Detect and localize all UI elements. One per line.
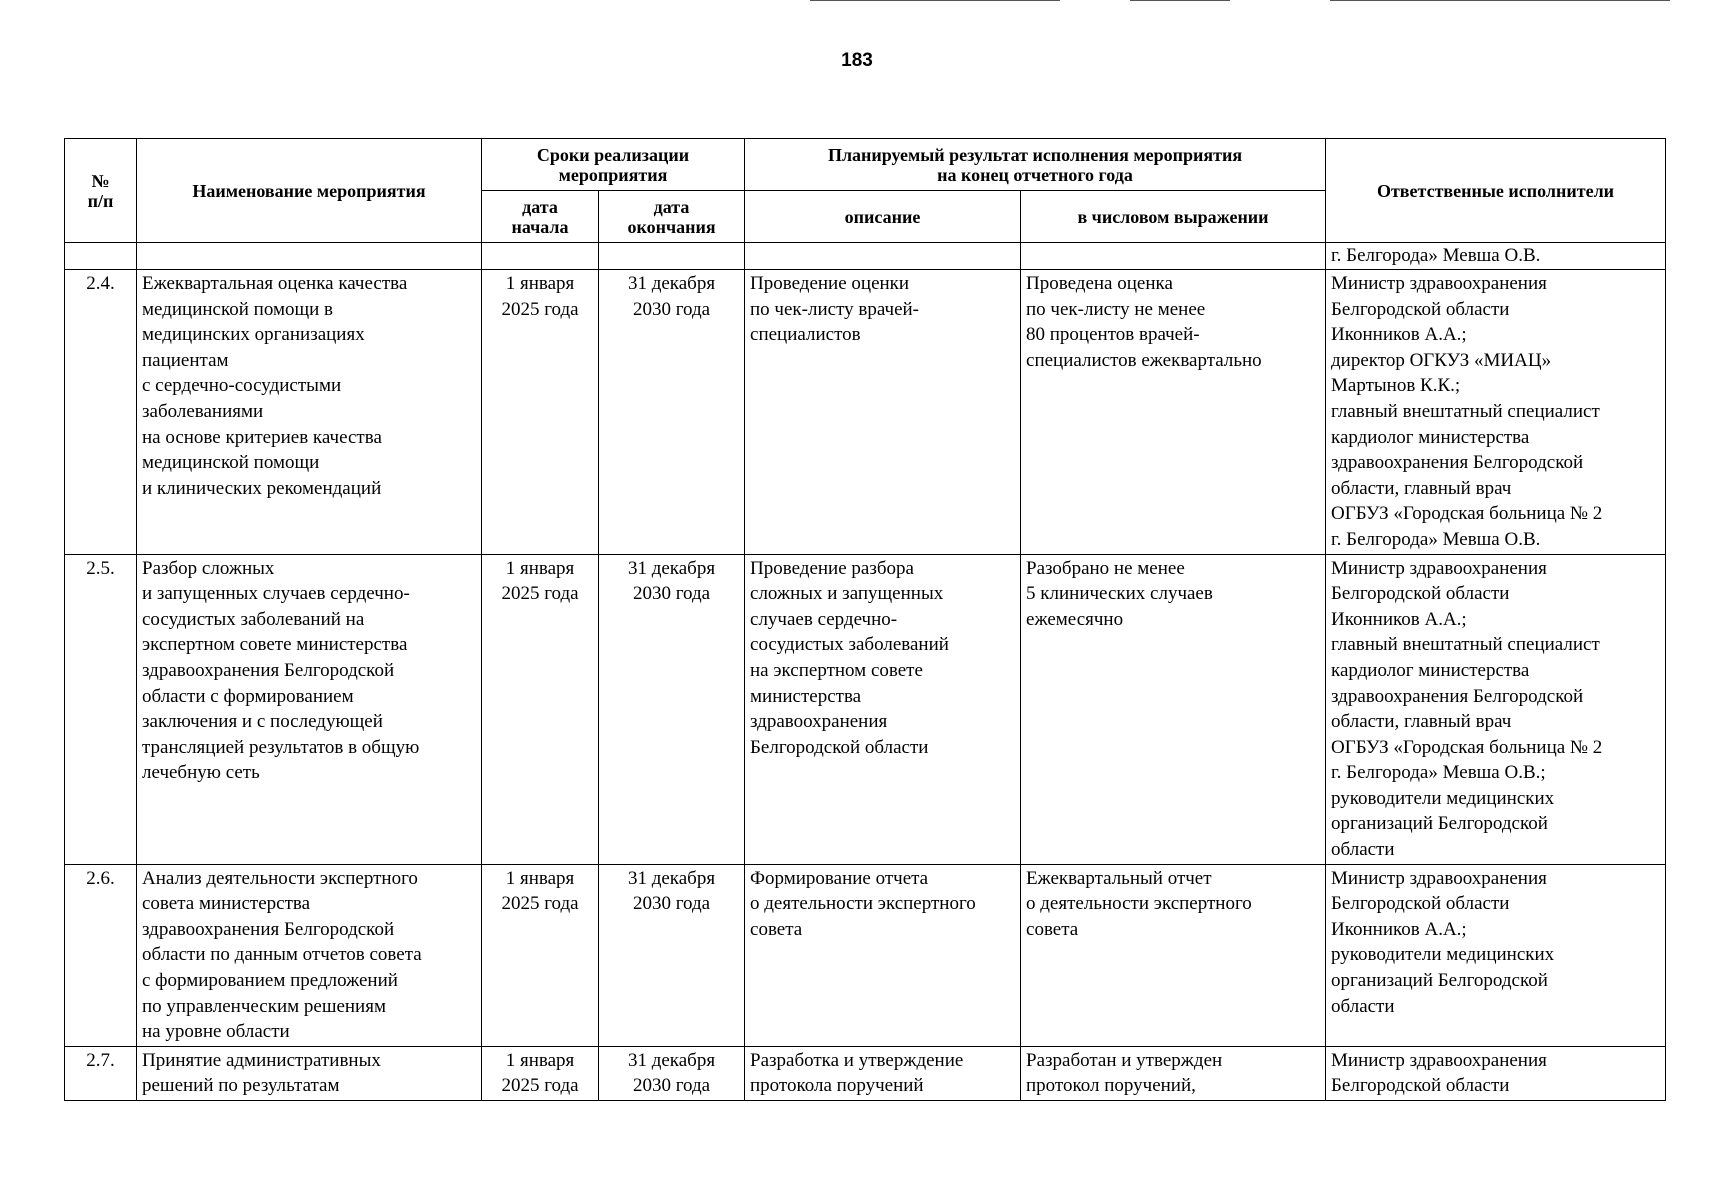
cell-description [745, 243, 1021, 270]
table-row [65, 864, 1666, 1046]
table-row-continuation [65, 243, 1666, 270]
cell-start: 1 января 2025 года [482, 1046, 599, 1100]
cell-name: Ежеквартальная оценка качества медицинской помощи в медицинских организациях пациентам с сердечно-сосудистыми заболеваниями на основе критериев качества медицинской помощи и клинических рекомендаций [137, 270, 482, 555]
cell-executors: Министр здравоохранения Белгородской области Иконников А.А.; директор ОГКУЗ «МИАЦ» Мартынов К.К.; главный внештатный специалист кардиолог министерства здравоохранения Белгородской области, главный врач ОГБУЗ «Городская больница № 2 г. Белгорода» Мевша О.В. [1326, 270, 1666, 555]
header-end-date: дата окончания [599, 191, 745, 243]
cell-start: 1 января 2025 года [482, 864, 599, 1046]
cell-description: Проведение оценки по чек-листу врачей- специалистов [745, 270, 1021, 555]
cell-description: Формирование отчета о деятельности экспертного совета [745, 864, 1021, 1046]
cell-numeric: Разобрано не менее 5 клинических случаев ежемесячно [1021, 554, 1326, 864]
header-start-date: дата начала [482, 191, 599, 243]
cell-executors: Министр здравоохранения Белгородской области Иконников А.А.; руководители медицинских организаций Белгородской области [1326, 864, 1666, 1046]
cell-start: 1 января 2025 года [482, 270, 599, 555]
scan-edge-line [810, 0, 1060, 1]
scan-edge-line [1330, 0, 1670, 1]
page-number: 183 [841, 50, 873, 71]
table-row [65, 1046, 1666, 1100]
cell-num [65, 243, 137, 270]
cell-description: Разработка и утверждение протокола поручений [745, 1046, 1021, 1100]
cell-num: 2.7. [65, 1046, 137, 1100]
cell-end: 31 декабря 2030 года [599, 864, 745, 1046]
cell-description: Проведение разбора сложных и запущенных случаев сердечно- сосудистых заболеваний на экспертном совете министерства здравоохранения Белгородской области [745, 554, 1021, 864]
cell-executors: Министр здравоохранения Белгородской области Иконников А.А.; главный внештатный специалист кардиолог министерства здравоохранения Белгородской области, главный врач ОГБУЗ «Городская больница № 2 г. Белгорода» Мевша О.В.; руководители медицинских организаций Белгородской области [1326, 554, 1666, 864]
cell-name: Разбор сложных и запущенных случаев сердечно- сосудистых заболеваний на экспертном совете министерства здравоохранения Белгородской области с формированием заключения и с последующей трансляцией результатов в общую лечебную сеть [137, 554, 482, 864]
cell-num: 2.6. [65, 864, 137, 1046]
cell-executors: Министр здравоохранения Белгородской области [1326, 1046, 1666, 1100]
table-row [65, 554, 1666, 864]
cell-name [137, 243, 482, 270]
cell-num: 2.5. [65, 554, 137, 864]
table-row [65, 270, 1666, 555]
header-name: Наименование мероприятия [137, 139, 482, 243]
cell-name: Анализ деятельности экспертного совета министерства здравоохранения Белгородской области по данным отчетов совета с формированием предложений по управленческим решениям на уровне области [137, 864, 482, 1046]
header-description: описание [745, 191, 1021, 243]
activities-table [64, 138, 1666, 1101]
cell-end: 31 декабря 2030 года [599, 554, 745, 864]
cell-end: 31 декабря 2030 года [599, 270, 745, 555]
header-executors: Ответственные исполнители [1326, 139, 1666, 243]
cell-name: Принятие административных решений по результатам [137, 1046, 482, 1100]
cell-end: 31 декабря 2030 года [599, 1046, 745, 1100]
cell-executors: г. Белгорода» Мевша О.В. [1326, 243, 1666, 270]
header-numeric: в числовом выражении [1021, 191, 1326, 243]
header-num: № п/п [65, 139, 137, 243]
cell-start [482, 243, 599, 270]
cell-end [599, 243, 745, 270]
cell-start: 1 января 2025 года [482, 554, 599, 864]
header-result-group: Планируемый результат исполнения мероприятия на конец отчетного года [745, 139, 1326, 191]
scan-edge-line [1130, 0, 1230, 1]
cell-num: 2.4. [65, 270, 137, 555]
cell-numeric [1021, 243, 1326, 270]
header-dates-group: Сроки реализации мероприятия [482, 139, 745, 191]
cell-numeric: Проведена оценка по чек-листу не менее 80 процентов врачей- специалистов ежеквартально [1021, 270, 1326, 555]
cell-numeric: Ежеквартальный отчет о деятельности экспертного совета [1021, 864, 1326, 1046]
cell-numeric: Разработан и утвержден протокол поручений, [1021, 1046, 1326, 1100]
